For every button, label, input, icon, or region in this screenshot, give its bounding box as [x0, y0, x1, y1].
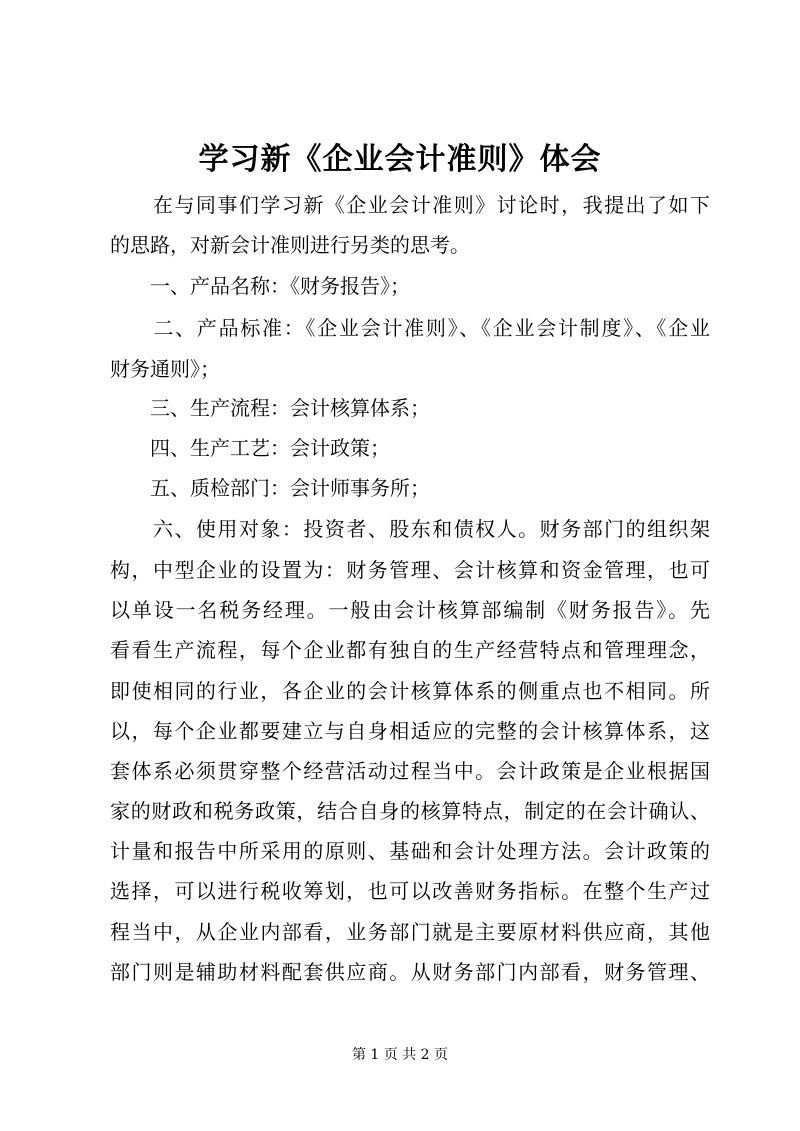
body-line: 二、产品标准：《企业会计准则》、《企业会计制度》、《企业 — [110, 316, 710, 340]
body-line: 构，中型企业的设置为：财务管理、会计核算和资金管理，也可 — [110, 558, 710, 582]
body-line: 五、质检部门：会计师事务所； — [110, 476, 430, 500]
body-line: 在与同事们学习新《企业会计准则》讨论时，我提出了如下 — [110, 193, 710, 217]
body-line: 计量和报告中所采用的原则、基础和会计处理方法。会计政策的 — [110, 839, 710, 863]
body-line: 以，每个企业都要建立与自身相适应的完整的会计核算体系，这 — [110, 719, 710, 743]
body-line: 部门则是辅助材料配套供应商。从财务部门内部看，财务管理、 — [110, 960, 710, 984]
body-line: 程当中，从企业内部看，业务部门就是主要原材料供应商，其他 — [110, 920, 710, 944]
body-line: 三、生产流程：会计核算体系； — [110, 396, 430, 420]
body-line: 选择，可以进行税收筹划，也可以改善财务指标。在整个生产过 — [110, 879, 710, 903]
body-line: 一、产品名称：《财务报告》； — [110, 274, 410, 298]
body-line: 六、使用对象：投资者、股东和债权人。财务部门的组织架 — [110, 517, 710, 541]
body-line: 四、生产工艺：会计政策； — [110, 436, 390, 460]
document-title: 学习新《企业会计准则》体会 — [198, 142, 602, 177]
body-line: 以单设一名税务经理。一般由会计核算部编制《财务报告》。先 — [110, 598, 710, 622]
body-line: 的思路，对新会计准则进行另类的思考。 — [110, 233, 470, 257]
body-line: 看看生产流程，每个企业都有独自的生产经营特点和管理理念， — [110, 638, 710, 662]
body-line: 套体系必须贯穿整个经营活动过程当中。会计政策是企业根据国 — [110, 759, 710, 783]
page-footer: 第 1 页 共 2 页 — [351, 1047, 449, 1063]
body-line: 家的财政和税务政策，结合自身的核算特点，制定的在会计确认、 — [110, 799, 710, 823]
body-line: 即使相同的行业，各企业的会计核算体系的侧重点也不相同。所 — [110, 679, 710, 703]
body-line: 财务通则》； — [110, 357, 220, 381]
